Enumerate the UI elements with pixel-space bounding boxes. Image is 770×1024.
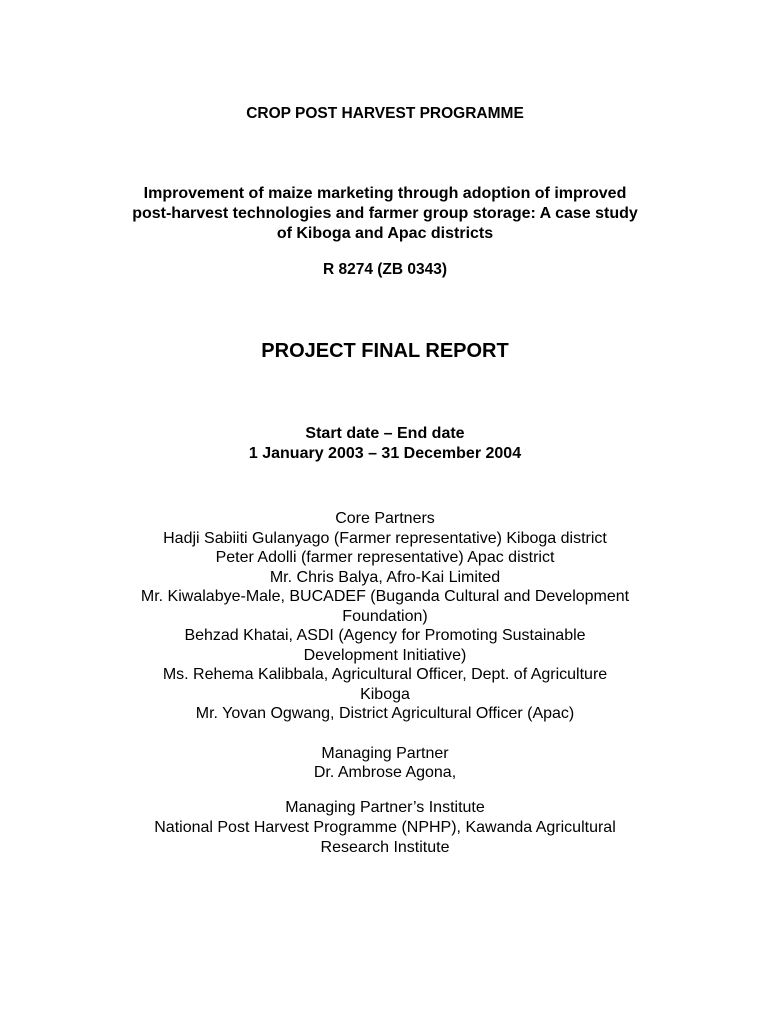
core-partner-line: Development Initiative) bbox=[303, 647, 467, 664]
core-partner-line: Foundation) bbox=[342, 608, 428, 625]
project-code: R 8274 (ZB 0343) bbox=[322, 261, 448, 278]
core-partner-line: Ms. Rehema Kalibbala, Agricultural Officer, Dept. of Agriculture bbox=[162, 666, 608, 683]
core-partner-line: Mr. Chris Balya, Afro-Kai Limited bbox=[269, 569, 501, 586]
core-partner-line: Mr. Yovan Ogwang, District Agricultural Officer (Apac) bbox=[195, 705, 575, 722]
core-partner-line: Hadji Sabiiti Gulanyago (Farmer representative) Kiboga district bbox=[163, 530, 607, 547]
programme-heading: CROP POST HARVEST PROGRAMME bbox=[246, 105, 524, 122]
dates-label: Start date – End date bbox=[305, 425, 465, 442]
report-title-line-3: of Kiboga and Apac districts bbox=[276, 225, 494, 242]
report-type-heading: PROJECT FINAL REPORT bbox=[261, 340, 509, 362]
managing-institute-line: National Post Harvest Programme (NPHP), Kawanda Agricultural bbox=[154, 819, 616, 836]
report-title-line-2: post-harvest technologies and farmer group storage: A case study bbox=[132, 205, 638, 222]
core-partner-line: Behzad Khatai, ASDI (Agency for Promoting Sustainable bbox=[184, 627, 586, 644]
core-partner-line: Kiboga bbox=[360, 686, 410, 703]
managing-institute-line: Research Institute bbox=[320, 839, 450, 856]
managing-institute-heading: Managing Partner’s Institute bbox=[285, 799, 485, 816]
core-partners-heading: Core Partners bbox=[335, 510, 435, 527]
dates-value: 1 January 2003 – 31 December 2004 bbox=[248, 445, 522, 462]
managing-partner-heading: Managing Partner bbox=[321, 745, 449, 762]
core-partner-line: Mr. Kiwalabye-Male, BUCADEF (Buganda Cultural and Development bbox=[140, 588, 630, 605]
core-partner-line: Peter Adolli (farmer representative) Apac district bbox=[215, 549, 555, 566]
managing-partner-name: Dr. Ambrose Agona, bbox=[313, 764, 457, 781]
report-title-line-1: Improvement of maize marketing through adoption of improved bbox=[143, 185, 627, 202]
